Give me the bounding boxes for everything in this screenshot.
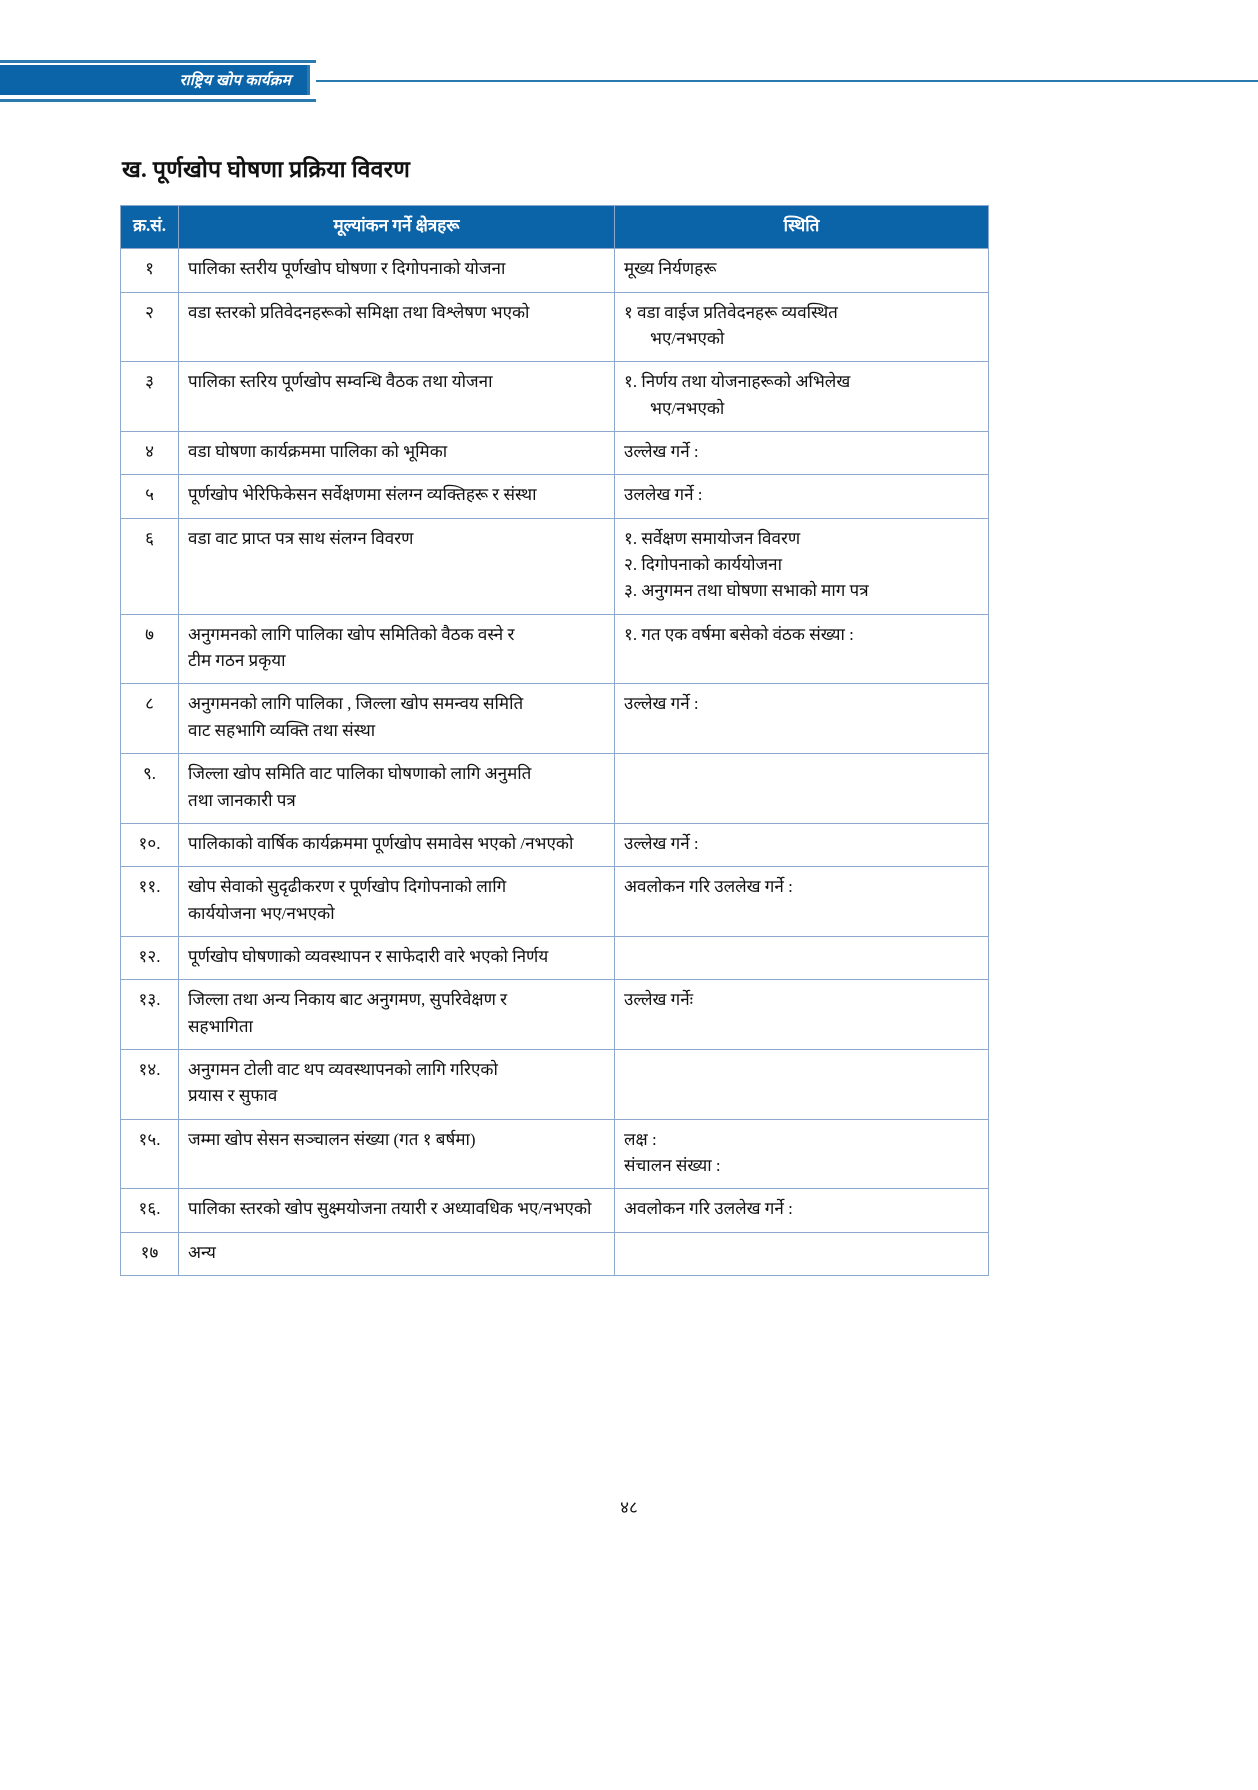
cell-evaluation-area [179, 823, 615, 866]
cell-text-line: अनुगमनको लागि पालिका खोप समितिको वैठक वस्ने र [188, 624, 515, 644]
cell-evaluation-area [179, 1232, 615, 1275]
header-badge-label: राष्ट्रिय खोप कार्यक्रम [179, 73, 291, 89]
table-row [121, 684, 989, 754]
cell-status[interactable] [615, 518, 989, 614]
cell-text-line: २. दिगोपनाको कार्ययोजना [624, 555, 782, 575]
cell-text-line: भए/नभएको [650, 398, 725, 418]
cell-text-line: ३. अनुगमन तथा घोषणा सभाको माग पत्र [624, 581, 869, 601]
cell-status[interactable] [615, 1049, 989, 1119]
table-row [121, 754, 989, 824]
cell-text-line: संचालन संख्या : [624, 1155, 721, 1175]
cell-text-line: वाट सहभागि व्यक्ति तथा संस्था [188, 720, 376, 740]
cell-serial-number: १ [121, 249, 179, 292]
table-row [121, 432, 989, 475]
cell-text-line: तथा जानकारी पत्र [188, 790, 296, 810]
cell-text-line: वडा घोषणा कार्यक्रममा पालिका को भूमिका [188, 442, 448, 462]
cell-evaluation-area [179, 1119, 615, 1189]
column-header-status: स्थिति [615, 206, 989, 249]
evaluation-table [120, 205, 989, 1276]
cell-status[interactable] [615, 614, 989, 684]
cell-serial-number: १४. [121, 1049, 179, 1119]
cell-serial-number: ८ [121, 684, 179, 754]
table-row [121, 823, 989, 866]
table-row [121, 1189, 989, 1232]
cell-text-line: वडा स्तरको प्रतिवेदनहरूको समिक्षा तथा विश्लेषण भएको [188, 302, 530, 322]
table-row [121, 614, 989, 684]
cell-serial-number: ११. [121, 867, 179, 937]
cell-text-line: अवलोकन गरि उललेख गर्ने : [624, 877, 793, 897]
cell-text-line: १ वडा वाईज प्रतिवेदनहरू व्यवस्थित [624, 302, 838, 322]
cell-text-line: अनुगमनको लागि पालिका , जिल्ला खोप समन्वय समिति [188, 694, 524, 714]
cell-text-line: पालिका स्तरको खोप सुक्ष्मयोजना तयारी र अध्यावधिक भए/नभएको [188, 1199, 592, 1219]
cell-text-line: मूख्य निर्यणहरू [624, 259, 717, 279]
table-row [121, 936, 989, 979]
table-header-row [121, 206, 989, 249]
page-number: ४८ [620, 1498, 638, 1517]
cell-evaluation-area [179, 754, 615, 824]
table-body [121, 249, 989, 1276]
cell-evaluation-area [179, 432, 615, 475]
cell-text-line: जिल्ला खोप समिति वाट पालिका घोषणाको लागि अनुमति [188, 764, 532, 784]
cell-serial-number: १२. [121, 936, 179, 979]
table-row [121, 292, 989, 362]
cell-status[interactable] [615, 292, 989, 362]
cell-text-line: भए/नभएको [650, 329, 725, 349]
cell-text-line: पूर्णखोप घोषणाको व्यवस्थापन र साफेदारी वारे भएको निर्णय [188, 946, 549, 966]
cell-status[interactable] [615, 362, 989, 432]
table-row [121, 1049, 989, 1119]
header-rule-top [0, 60, 316, 63]
cell-status[interactable] [615, 980, 989, 1050]
cell-text-line: खोप सेवाको सुदृढीकरण र पूर्णखोप दिगोपनाको लागि [188, 877, 507, 897]
header-rule-bottom [0, 99, 316, 102]
cell-evaluation-area [179, 867, 615, 937]
column-header-serial: क्र.सं. [121, 206, 179, 249]
table-row [121, 1232, 989, 1275]
cell-text-line: प्रयास र सुफाव [188, 1086, 278, 1106]
table-row [121, 475, 989, 518]
cell-text-line: उल्लेख गर्ने : [624, 833, 699, 853]
cell-status[interactable] [615, 1119, 989, 1189]
cell-text-line: अनुगमन टोली वाट थप व्यवस्थापनको लागि गरिएको [188, 1059, 498, 1079]
cell-evaluation-area [179, 936, 615, 979]
table-header [121, 206, 989, 249]
cell-status[interactable] [615, 249, 989, 292]
cell-text-line: सहभागिता [188, 1016, 253, 1036]
cell-status[interactable] [615, 1232, 989, 1275]
table-row [121, 867, 989, 937]
header-horizontal-rule [316, 80, 1258, 82]
cell-text-line: टीम गठन प्रकृया [188, 651, 286, 671]
table-row [121, 1119, 989, 1189]
cell-text-line: अवलोकन गरि उललेख गर्ने : [624, 1199, 793, 1219]
cell-evaluation-area [179, 249, 615, 292]
header-badge [0, 65, 310, 95]
table-row [121, 249, 989, 292]
cell-serial-number: ५ [121, 475, 179, 518]
cell-status[interactable] [615, 867, 989, 937]
cell-text-line: जिल्ला तथा अन्य निकाय बाट अनुगमण, सुपरिवेक्षण र [188, 990, 508, 1010]
cell-text-line: पालिका स्तरिय पूर्णखोप सम्वन्धि वैठक तथा योजना [188, 372, 493, 392]
cell-serial-number: १५. [121, 1119, 179, 1189]
cell-text-line: जम्मा खोप सेसन सञ्चालन संख्या (गत १ बर्षमा) [188, 1129, 476, 1149]
cell-text-line: पालिका स्तरीय पूर्णखोप घोषणा र दिगोपनाको योजना [188, 259, 506, 279]
cell-status[interactable] [615, 432, 989, 475]
cell-evaluation-area [179, 518, 615, 614]
cell-text-line: पूर्णखोप भेरिफिकेसन सर्वेक्षणमा संलग्न व्यक्तिहरू र संस्था [188, 485, 537, 505]
cell-status[interactable] [615, 475, 989, 518]
cell-status-empty [624, 761, 979, 787]
cell-evaluation-area [179, 292, 615, 362]
cell-evaluation-area [179, 614, 615, 684]
cell-serial-number: ९. [121, 754, 179, 824]
cell-status-empty [624, 944, 979, 970]
cell-text-line: उल्लेख गर्नेः [624, 990, 694, 1010]
cell-status-empty [624, 1240, 979, 1266]
cell-text-line: लक्ष : [624, 1129, 657, 1149]
cell-text-line: १. निर्णय तथा योजनाहरूको अभिलेख [624, 372, 851, 392]
cell-status[interactable] [615, 936, 989, 979]
cell-serial-number: २ [121, 292, 179, 362]
cell-serial-number: १६. [121, 1189, 179, 1232]
cell-evaluation-area [179, 475, 615, 518]
cell-status[interactable] [615, 823, 989, 866]
cell-serial-number: १३. [121, 980, 179, 1050]
cell-serial-number: १०. [121, 823, 179, 866]
cell-text-line: अन्य [188, 1242, 216, 1262]
cell-evaluation-area [179, 684, 615, 754]
cell-serial-number: ४ [121, 432, 179, 475]
column-header-evaluation-areas: मूल्यांकन गर्ने क्षेत्रहरू [179, 206, 615, 249]
table-row [121, 362, 989, 432]
cell-serial-number: ७ [121, 614, 179, 684]
cell-status[interactable] [615, 754, 989, 824]
table-row [121, 518, 989, 614]
cell-text-line: उललेख गर्ने : [624, 485, 703, 505]
page-header [0, 60, 1258, 102]
cell-text-line: पालिकाको वार्षिक कार्यक्रममा पूर्णखोप समावेस भएको /नभएको [188, 833, 574, 853]
cell-text-line: उल्लेख गर्ने : [624, 442, 699, 462]
cell-serial-number: १७ [121, 1232, 179, 1275]
cell-evaluation-area [179, 362, 615, 432]
section-title: ख. पूर्णखोप घोषणा प्रक्रिया विवरण [122, 157, 411, 182]
evaluation-table-container [120, 205, 988, 1276]
cell-serial-number: ३ [121, 362, 179, 432]
cell-text-line: १. सर्वेक्षण समायोजन विवरण [624, 528, 801, 548]
cell-status-empty [624, 1057, 979, 1083]
cell-status[interactable] [615, 1189, 989, 1232]
cell-evaluation-area [179, 1189, 615, 1232]
cell-serial-number: ६ [121, 518, 179, 614]
cell-text-line: १. गत एक वर्षमा बसेको वंठक संख्या : [624, 624, 854, 644]
cell-text-line: वडा वाट प्राप्त पत्र साथ संलग्न विवरण [188, 528, 414, 548]
cell-evaluation-area [179, 980, 615, 1050]
table-row [121, 980, 989, 1050]
cell-text-line: कार्ययोजना भए/नभएको [188, 903, 335, 923]
cell-status[interactable] [615, 684, 989, 754]
cell-text-line: उल्लेख गर्ने : [624, 694, 699, 714]
cell-evaluation-area [179, 1049, 615, 1119]
